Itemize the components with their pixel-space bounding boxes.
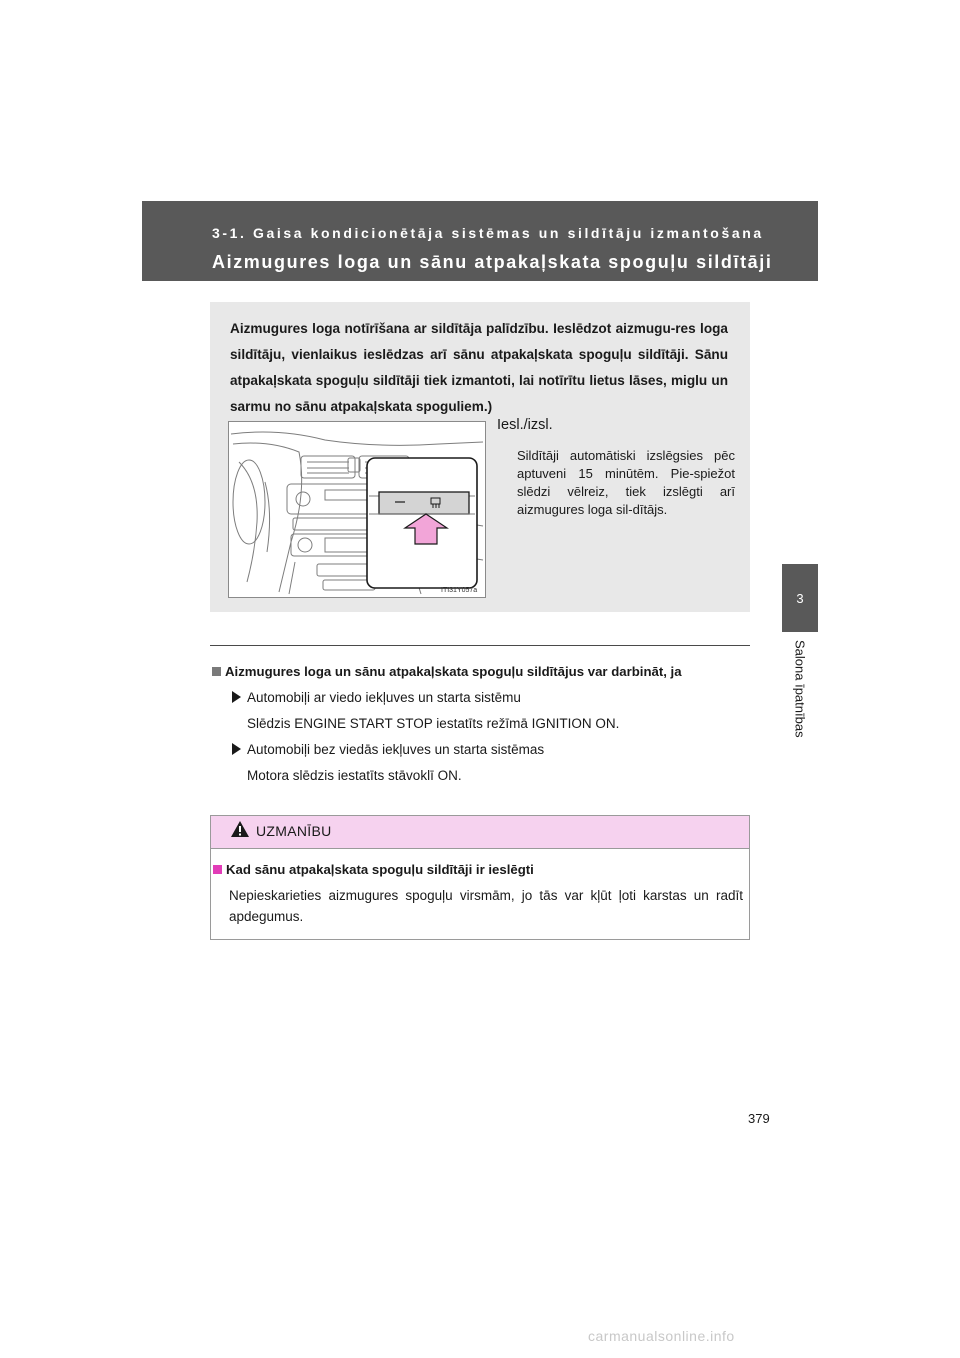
watermark[interactable]: carmanualsonline.info [588,1328,735,1344]
conditions-heading-text: Aizmugures loga un sānu atpakaļskata spoguļu sildītājus var darbināt, ja [225,664,682,679]
square-bullet-icon [213,865,222,874]
caution-box [210,815,750,940]
condition-detail: Slēdzis ENGINE START STOP iestatīts režīmā IGNITION ON. [247,716,620,731]
caution-label: UZMANĪBU [256,823,332,839]
triangle-bullet-icon [232,691,241,703]
condition-label: Automobiļi bez viedās iekļuves un starta sistēmas [247,742,545,757]
chapter-label [770,640,830,770]
caution-heading [213,862,534,877]
chapter-tab[interactable] [782,564,818,632]
caption-body: Sildītāji automātiski izslēgsies pēc aptuveni 15 minūtēm. Pie-spiežot slēdzi vēlreiz, tiek izslēgti arī aizmugures loga sil-dītājs. [517,448,735,517]
divider [210,645,750,646]
condition-item [232,690,521,705]
chapter-number: 3 [796,590,804,606]
chapter-label-text: Salona īpatnības [792,640,808,738]
page-title: Aizmugures loga un sānu atpakaļskata spoguļu sildītāji [212,252,773,272]
caution-header [211,816,749,849]
condition-label: Automobiļi ar viedo iekļuves un starta sistēmu [247,690,521,705]
dashboard-drawing [229,422,485,597]
intro-box [210,302,750,612]
condition-item [232,742,544,757]
figure-code: ITI31Y057a [441,587,478,594]
caution-heading-text: Kad sānu atpakaļskata spoguļu sildītāji ir ieslēgti [226,862,534,877]
conditions-heading [212,664,682,679]
warning-icon [230,820,250,838]
condition-detail: Motora slēdzis iestatīts stāvoklī ON. [247,768,462,783]
triangle-bullet-icon [232,743,241,755]
square-bullet-icon [212,667,221,676]
caption-title: Iesl./izsl. [497,417,553,433]
dashboard-illustration [228,421,486,598]
intro-text: Aizmugures loga notīrīšana ar sildītāja palīdzību. Ieslēdzot aizmugu-res loga sildītāju, vienlaikus ieslēdzas arī sānu atpakaļskata spoguļu sildītāji. Sānu atpakaļskata spoguļu sildītāji tiek izmantoti, lai notīrītu lietus lāses, miglu un sarmu no sānu atpakaļskata spoguliem.) [230,321,728,414]
caution-text: Nepieskarieties aizmugures spoguļu virsmām, jo tās var kļūt ļoti karstas un radīt apdegumus. [229,888,743,924]
section-title: 3-1. Gaisa kondicionētāja sistēmas un sildītāju izmantošana [212,225,764,241]
page-number: 379 [748,1111,770,1126]
